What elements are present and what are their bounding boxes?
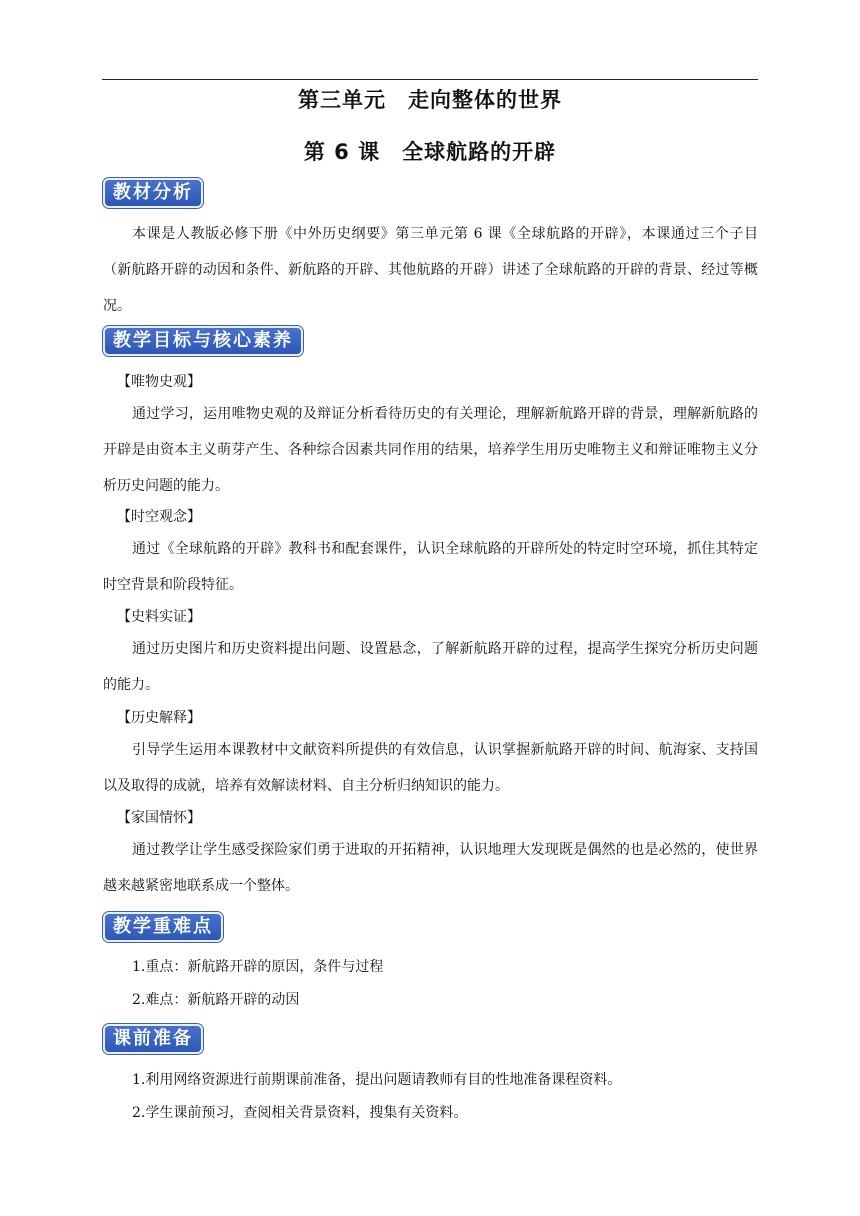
goal-tag-spacetime: 【时空观念】 <box>117 509 201 525</box>
analysis-paragraph: 本课是人教版必修下册《中外历史纲要》第三单元第 6 课《全球航路的开辟》，本课通过三个子目（新航路开辟的动因和条件、新航路的开辟、其他航路的开辟）讲述了全球航路的开辟的背景、经过等概况。 <box>103 226 758 314</box>
preparation-item-1: 1.利用网络资源进行前期课前准备，提出问题请教师有目的性地准备课程资料。 <box>132 1072 622 1088</box>
header-rule <box>102 79 758 80</box>
section-badge-goals: 教学目标与核心素养 <box>103 326 303 356</box>
unit-title: 第三单元 走向整体的世界 <box>298 88 562 112</box>
goal-tag-interpretation: 【历史解释】 <box>117 710 201 726</box>
section-badge-key-points: 教学重难点 <box>103 912 223 942</box>
goal-tag-materialism: 【唯物史观】 <box>117 374 201 390</box>
difficulty-item: 2.难点：新航路开辟的动因 <box>132 992 300 1008</box>
goal-text-evidence: 通过历史图片和历史资料提出问题、设置悬念，了解新航路开辟的过程，提高学生探究分析历史问题的能力。 <box>103 641 758 693</box>
section-badge-preparation: 课前准备 <box>103 1024 203 1054</box>
preparation-item-2: 2.学生课前预习，查阅相关背景资料，搜集有关资料。 <box>132 1105 468 1121</box>
goal-text-spacetime: 通过《全球航路的开辟》教科书和配套课件，认识全球航路的开辟所处的特定时空环境，抓住其特定时空背景和阶段特征。 <box>103 541 758 593</box>
goal-text-patriotism: 通过教学让学生感受探险家们勇于进取的开拓精神，认识地理大发现既是偶然的也是必然的，使世界越来越紧密地联系成一个整体。 <box>103 842 758 894</box>
lesson-title: 第 6 课 全球航路的开辟 <box>303 140 557 164</box>
goal-tag-evidence: 【史料实证】 <box>117 609 201 625</box>
goal-text-materialism: 通过学习，运用唯物史观的及辩证分析看待历史的有关理论，理解新航路开辟的背景，理解新航路的开辟是由资本主义萌芽产生、各种综合因素共同作用的结果，培养学生用历史唯物主义和辩证唯物主义分析历史问题的能力。 <box>103 406 758 494</box>
goal-tag-patriotism: 【家国情怀】 <box>117 810 201 826</box>
key-point-item: 1.重点：新航路开辟的原因，条件与过程 <box>132 959 384 975</box>
section-badge-analysis: 教材分析 <box>103 178 203 208</box>
goal-text-interpretation: 引导学生运用本课教材中文献资料所提供的有效信息，认识掌握新航路开辟的时间、航海家、支持国以及取得的成就，培养有效解读材料、自主分析归纳知识的能力。 <box>103 742 758 794</box>
